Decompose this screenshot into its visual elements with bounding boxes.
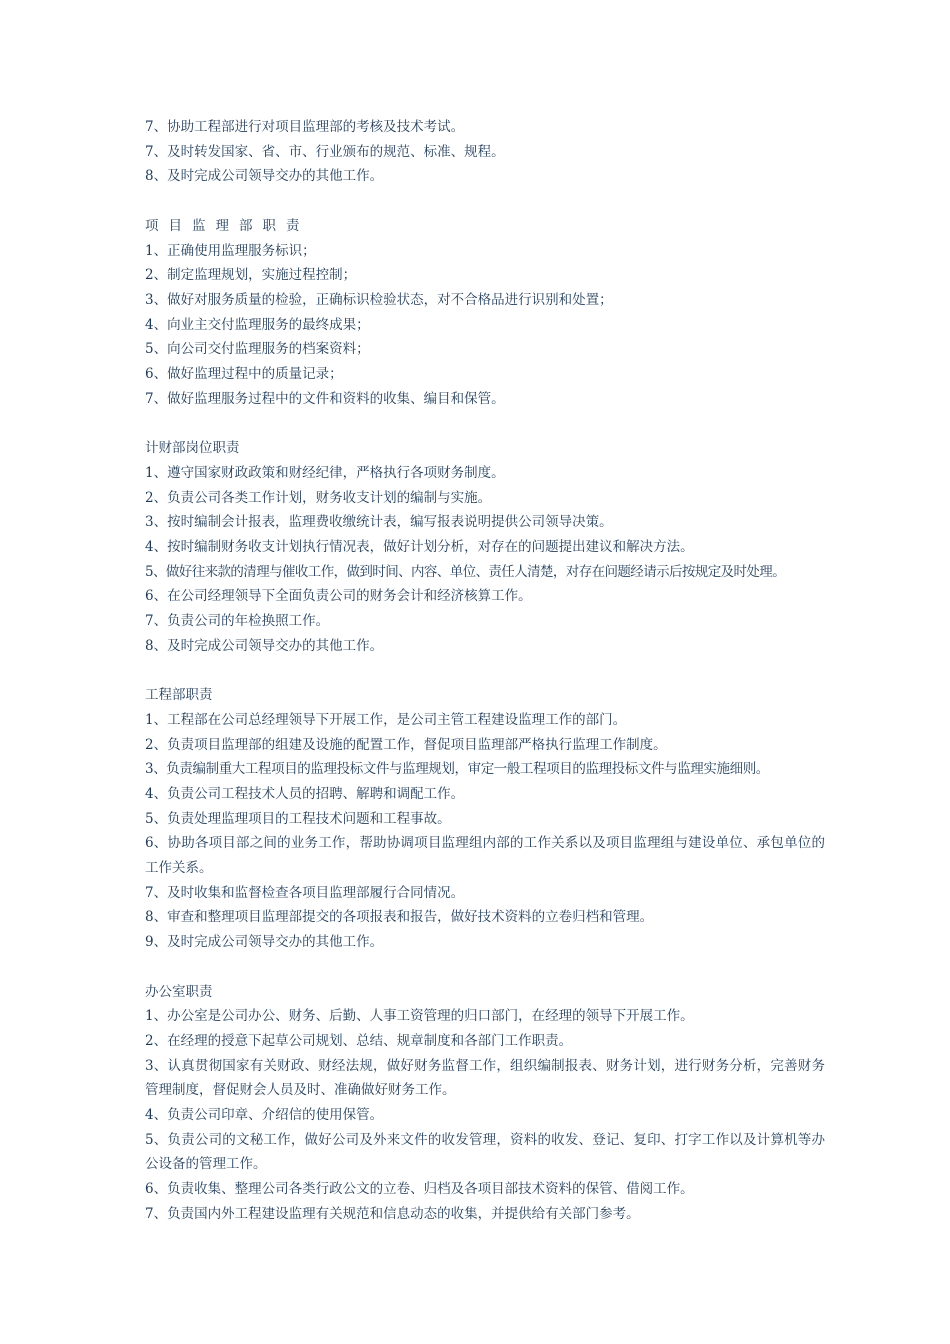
list-item: 7、负责公司的年检换照工作。 bbox=[145, 613, 330, 630]
list-item: 3、认真贯彻国家有关财政、财经法规，做好财务监督工作，组织编制报表、财务计划，进行财务分析，完善财务管理制度，督促财会人员及时、准确做好财务工作。 bbox=[145, 1057, 825, 1099]
list-item: 4、向业主交付监理服务的最终成果； bbox=[145, 316, 370, 333]
list-item: 7、及时收集和监督检查各项目监理部履行合同情况。 bbox=[145, 884, 465, 901]
list-item: 1、办公室是公司办公、财务、后勤、人事工资管理的归口部门，在经理的领导下开展工作。 bbox=[145, 1008, 694, 1025]
section-title: 计财部岗位职责 bbox=[145, 440, 240, 457]
list-item: 8、及时完成公司领导交办的其他工作。 bbox=[145, 637, 384, 654]
list-item: 7、负责国内外工程建设监理有关规范和信息动态的收集，并提供给有关部门参考。 bbox=[145, 1205, 640, 1222]
list-item: 2、负责项目监理部的组建及设施的配置工作，督促项目监理部严格执行监理工作制度。 bbox=[145, 736, 667, 753]
list-item: 4、按时编制财务收支计划执行情况表，做好计划分析，对存在的问题提出建议和解决方法。 bbox=[145, 538, 694, 555]
list-item: 1、遵守国家财政政策和财经纪律，严格执行各项财务制度。 bbox=[145, 464, 505, 481]
section-title: 办公室职责 bbox=[145, 983, 213, 1000]
spacer bbox=[145, 658, 825, 683]
intro-line: 7、及时转发国家、省、市、行业颁布的规范、标准、规程。 bbox=[145, 143, 505, 160]
list-item: 6、协助各项目部之间的业务工作，帮助协调项目监理组内部的工作关系以及项目监理组与建设单位、承包单位的工作关系。 bbox=[145, 835, 825, 877]
list-item: 2、制定监理规划，实施过程控制； bbox=[145, 267, 357, 284]
list-item: 7、做好监理服务过程中的文件和资料的收集、编目和保管。 bbox=[145, 390, 505, 407]
spacer bbox=[145, 189, 825, 214]
list-item: 4、负责公司印章、介绍信的使用保管。 bbox=[145, 1107, 384, 1124]
list-item: 6、做好监理过程中的质量记录； bbox=[145, 366, 343, 383]
list-item: 3、做好对服务质量的检验，正确标识检验状态，对不合格品进行识别和处置； bbox=[145, 291, 613, 308]
section-engineering bbox=[145, 683, 825, 955]
list-item: 9、及时完成公司领导交办的其他工作。 bbox=[145, 934, 384, 951]
intro-line: 7、协助工程部进行对项目监理部的考核及技术考试。 bbox=[145, 119, 465, 135]
section-office bbox=[145, 980, 825, 1227]
list-item: 1、工程部在公司总经理领导下开展工作，是公司主管工程建设监理工作的部门。 bbox=[145, 711, 627, 728]
intro-block bbox=[145, 115, 825, 189]
section-project-supervision bbox=[145, 214, 825, 412]
list-item: 5、负责公司的文秘工作，做好公司及外来文件的收发管理，资料的收发、登记、复印、打字工作以及计算机等办公设备的管理工作。 bbox=[145, 1131, 825, 1173]
section-finance bbox=[145, 436, 825, 658]
spacer bbox=[145, 411, 825, 436]
list-item: 3、负责编制重大工程项目的监理投标文件与监理规划，审定一般工程项目的监理投标文件与监理实施细则。 bbox=[145, 761, 769, 778]
list-item: 2、在经理的授意下起草公司规划、总结、规章制度和各部门工作职责。 bbox=[145, 1032, 573, 1049]
list-item: 4、负责公司工程技术人员的招聘、解聘和调配工作。 bbox=[145, 785, 465, 802]
list-item: 5、向公司交付监理服务的档案资料； bbox=[145, 341, 370, 358]
list-item: 5、做好往来款的清理与催收工作，做到时间、内容、单位、责任人清楚，对存在问题经请示后按规定及时处理。 bbox=[145, 563, 786, 580]
list-item: 2、负责公司各类工作计划，财务收支计划的编制与实施。 bbox=[145, 489, 492, 506]
list-item: 6、负责收集、整理公司各类行政公文的立卷、归档及各项目部技术资料的保管、借阅工作。 bbox=[145, 1181, 694, 1198]
spacer bbox=[145, 955, 825, 980]
list-item: 1、正确使用监理服务标识； bbox=[145, 242, 316, 259]
list-item: 8、审查和整理项目监理部提交的各项报表和报告，做好技术资料的立卷归档和管理。 bbox=[145, 909, 654, 926]
list-item: 3、按时编制会计报表，监理费收缴统计表，编写报表说明提供公司领导决策。 bbox=[145, 514, 613, 531]
list-item: 5、负责处理监理项目的工程技术问题和工程事故。 bbox=[145, 810, 451, 827]
section-title: 项目监理部职责 bbox=[145, 217, 310, 234]
section-title: 工程部职责 bbox=[145, 687, 213, 704]
list-item: 6、在公司经理领导下全面负责公司的财务会计和经济核算工作。 bbox=[145, 588, 532, 605]
intro-line: 8、及时完成公司领导交办的其他工作。 bbox=[145, 168, 384, 185]
document-page bbox=[145, 115, 825, 1227]
